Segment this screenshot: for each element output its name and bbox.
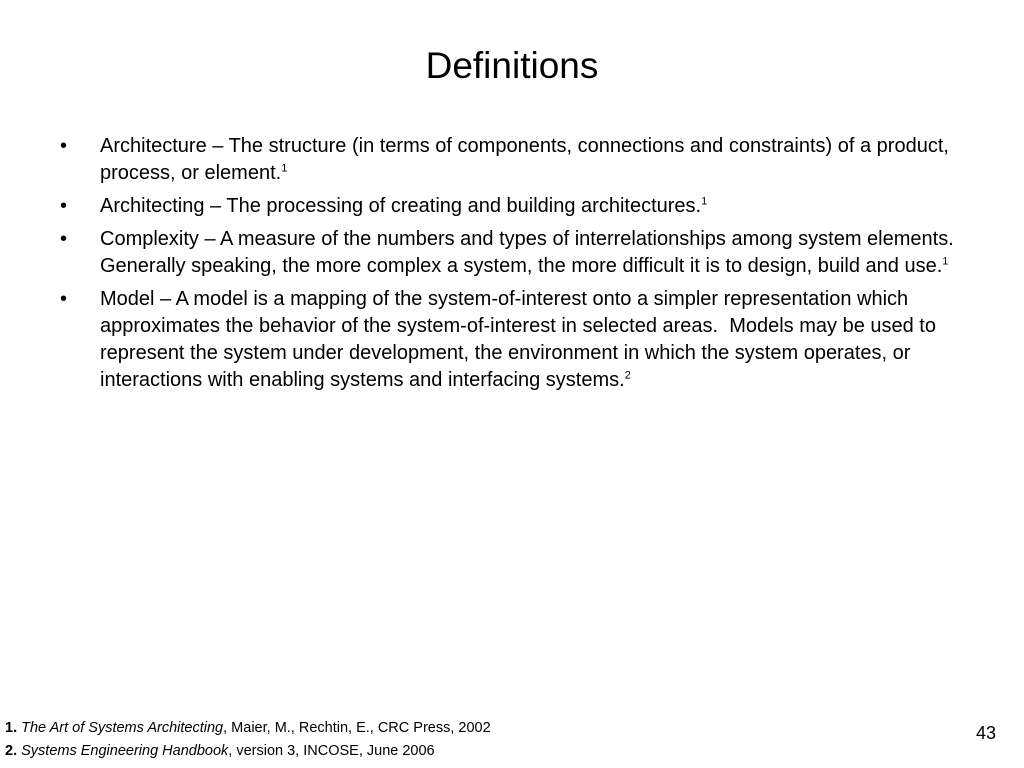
slide-title: Definitions — [425, 45, 599, 86]
footnote-details: , Maier, M., Rechtin, E., CRC Press, 2002 — [223, 720, 491, 736]
definition-text: Architecture – The structure (in terms of components, connections and constraints) of a product, process, or element. — [100, 135, 949, 184]
footnote-ref: 1 — [281, 162, 288, 175]
footnote-number: 2. — [5, 743, 18, 759]
footnote-number: 1. — [5, 720, 18, 736]
footnote-title: The Art of Systems Architecting — [21, 720, 224, 736]
footnote-details: , version 3, INCOSE, June 2006 — [228, 743, 435, 759]
definitions-list — [60, 133, 965, 400]
definition-complexity — [60, 226, 965, 280]
bullet-marker: • — [60, 135, 68, 157]
definition-text: Architecting – The processing of creating and building architectures. — [100, 195, 702, 217]
footnote-ref: 1 — [942, 255, 949, 268]
definition-model — [60, 286, 965, 394]
definition-text: Complexity – A measure of the numbers and types of interrelationships among system elements. Generally speaking, the more complex a system, the more difficult it is to design, build and use. — [100, 228, 965, 277]
bullet-marker: • — [60, 288, 68, 310]
definition-architecture — [60, 133, 965, 187]
footnote-ref: 1 — [701, 195, 708, 208]
footnote-ref: 2 — [624, 369, 631, 382]
definition-architecting — [60, 193, 965, 220]
footnote-2 — [5, 740, 805, 763]
bullet-marker: • — [60, 228, 68, 250]
footnote-title: Systems Engineering Handbook — [21, 743, 229, 759]
page-number: 43 — [975, 723, 996, 743]
definition-text: Model – A model is a mapping of the system-of-interest onto a simpler representation which approximates the behavior of the system-of-interest in selected areas. Models may be used to represent the system under development, the environment in which the system operates, or interactions with enabling systems and interfacing systems. — [100, 288, 942, 391]
footnote-1 — [5, 717, 805, 740]
footnotes — [5, 717, 805, 763]
bullet-marker: • — [60, 195, 68, 217]
